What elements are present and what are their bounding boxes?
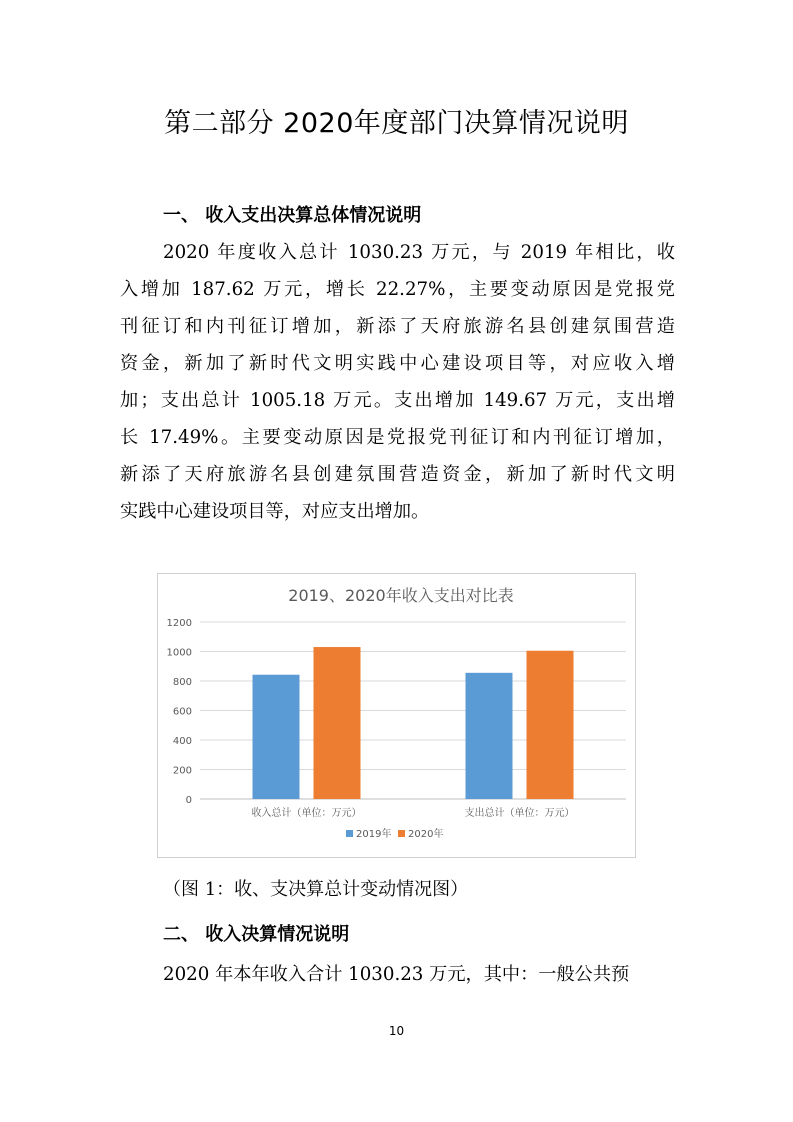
- paragraph-line: 资金，新加了新时代文明实践中心建设项目等，对应收入增: [120, 353, 675, 374]
- page-number: 10: [388, 1024, 405, 1038]
- bar: [314, 647, 361, 799]
- figure-caption: （图 1：收、支决算总计变动情况图）: [163, 879, 469, 900]
- paragraph-line: 实践中心建设项目等，对应支出增加。: [120, 501, 430, 522]
- legend-label: 2020年: [408, 829, 444, 840]
- legend-label: 2019年: [356, 829, 392, 840]
- bar: [527, 651, 574, 799]
- page-title: 第二部分 2020年度部门决算情况说明: [164, 108, 629, 139]
- bar: [253, 675, 300, 799]
- paragraph-line: 2020 年度收入总计 1030.23 万元，与 2019 年相比，收: [163, 242, 675, 263]
- paragraph-line: 入增加 187.62 万元，增长 22.27%，主要变动原因是党报党: [120, 279, 675, 300]
- paragraph-line: 加；支出总计 1005.18 万元。支出增加 149.67 万元，支出增: [120, 390, 675, 411]
- legend-swatch: [398, 830, 405, 837]
- y-tick-label: 600: [172, 706, 192, 718]
- section-heading-1: 一、 收入支出决算总体情况说明: [163, 205, 422, 226]
- y-tick-label: 0: [185, 795, 192, 806]
- paragraph-line: 长 17.49%。主要变动原因是党报党刊征订和内刊征订增加，: [120, 427, 675, 448]
- y-tick-label: 1200: [166, 618, 192, 629]
- x-tick-label: 支出总计（单位：万元）: [464, 808, 575, 819]
- paragraph-line: 2020 年本年收入合计 1030.23 万元，其中：一般公共预: [163, 964, 630, 985]
- section-heading-2: 二、 收入决算情况说明: [163, 924, 350, 945]
- chart-title: 2019、2020年收入支出对比表: [288, 586, 514, 605]
- y-tick-label: 200: [172, 765, 192, 777]
- y-tick-label: 800: [172, 677, 192, 688]
- paragraph-line: 新添了天府旅游名县创建氛围营造资金，新加了新时代文明: [120, 464, 675, 485]
- y-tick-label: 400: [172, 736, 192, 747]
- legend-swatch: [346, 830, 353, 837]
- bar: [466, 673, 513, 799]
- chart-canvas: [158, 574, 635, 857]
- x-tick-label: 收入总计（单位：万元）: [251, 808, 362, 819]
- bar-chart: [157, 573, 636, 858]
- y-tick-label: 1000: [166, 647, 192, 659]
- paragraph-line: 刊征订和内刊征订增加，新添了天府旅游名县创建氛围营造: [120, 316, 675, 337]
